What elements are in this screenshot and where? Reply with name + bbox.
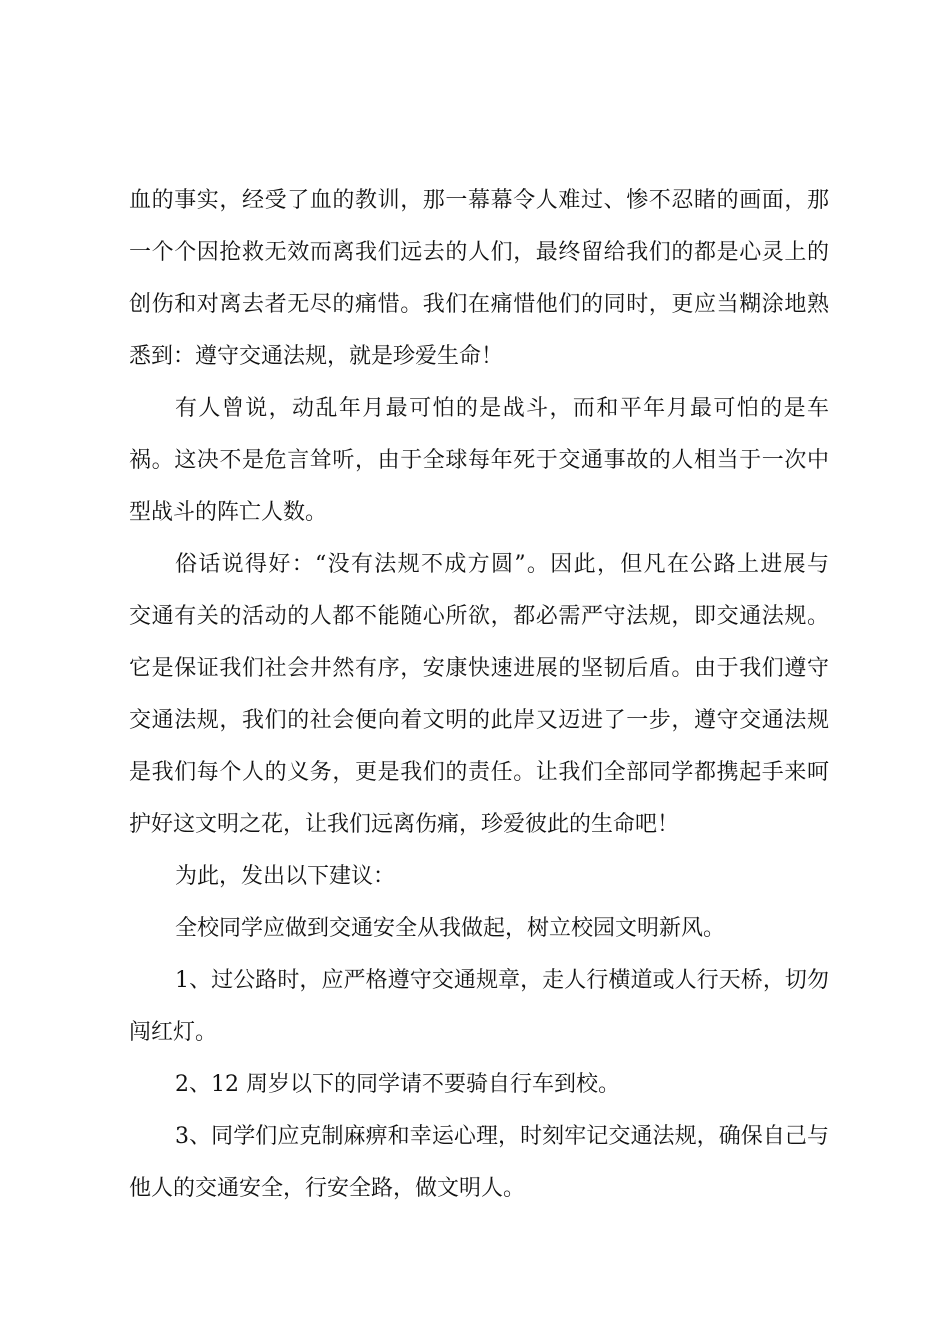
text-line-17: 闯红灯。 [129, 1020, 218, 1045]
text-line-16: 1、过公路时，应严格遵守交通规章，走人行横道或人行天桥，切勿 [175, 968, 829, 993]
text-line-13: 护好这文明之花，让我们远离伤痛，珍爱彼此的生命吧！ [129, 812, 680, 837]
text-line-4: 悉到：遵守交通法规，就是珍爱生命！ [129, 344, 504, 369]
text-line-2: 一个个因抢救无效而离我们远去的人们，最终留给我们的都是心灵上的 [129, 240, 829, 265]
text-line-19: 3、同学们应克制麻痹和幸运心理，时刻牢记交通法规，确保自己与 [175, 1124, 829, 1149]
text-line-15: 全校同学应做到交通安全从我做起，树立校园文明新风。 [175, 916, 726, 941]
text-line-10: 它是保证我们社会井然有序，安康快速进展的坚韧后盾。由于我们遵守 [129, 656, 829, 681]
text-line-8: 俗话说得好：“没有法规不成方圆”。因此，但凡在公路上进展与 [175, 552, 829, 577]
text-line-12: 是我们每个人的义务，更是我们的责任。让我们全部同学都携起手来呵 [129, 760, 829, 785]
text-line-9: 交通有关的活动的人都不能随心所欲，都必需严守法规，即交通法规。 [129, 604, 829, 629]
text-line-14: 为此，发出以下建议： [175, 864, 396, 889]
text-line-3: 创伤和对离去者无尽的痛惜。我们在痛惜他们的同时，更应当糊涂地熟 [129, 292, 829, 317]
text-line-7: 型战斗的阵亡人数。 [129, 500, 328, 525]
text-line-5: 有人曾说，动乱年月最可怕的是战斗，而和平年月最可怕的是车 [175, 396, 829, 421]
text-line-18: 2、12 周岁以下的同学请不要骑自行车到校。 [175, 1072, 620, 1097]
text-line-11: 交通法规，我们的社会便向着文明的此岸又迈进了一步，遵守交通法规 [129, 708, 829, 733]
text-line-1: 血的事实，经受了血的教训，那一幕幕令人难过、惨不忍睹的画面，那 [129, 188, 829, 213]
text-line-6: 祸。这决不是危言耸听，由于全球每年死于交通事故的人相当于一次中 [129, 448, 829, 473]
text-line-20: 他人的交通安全，行安全路，做文明人。 [129, 1176, 526, 1201]
